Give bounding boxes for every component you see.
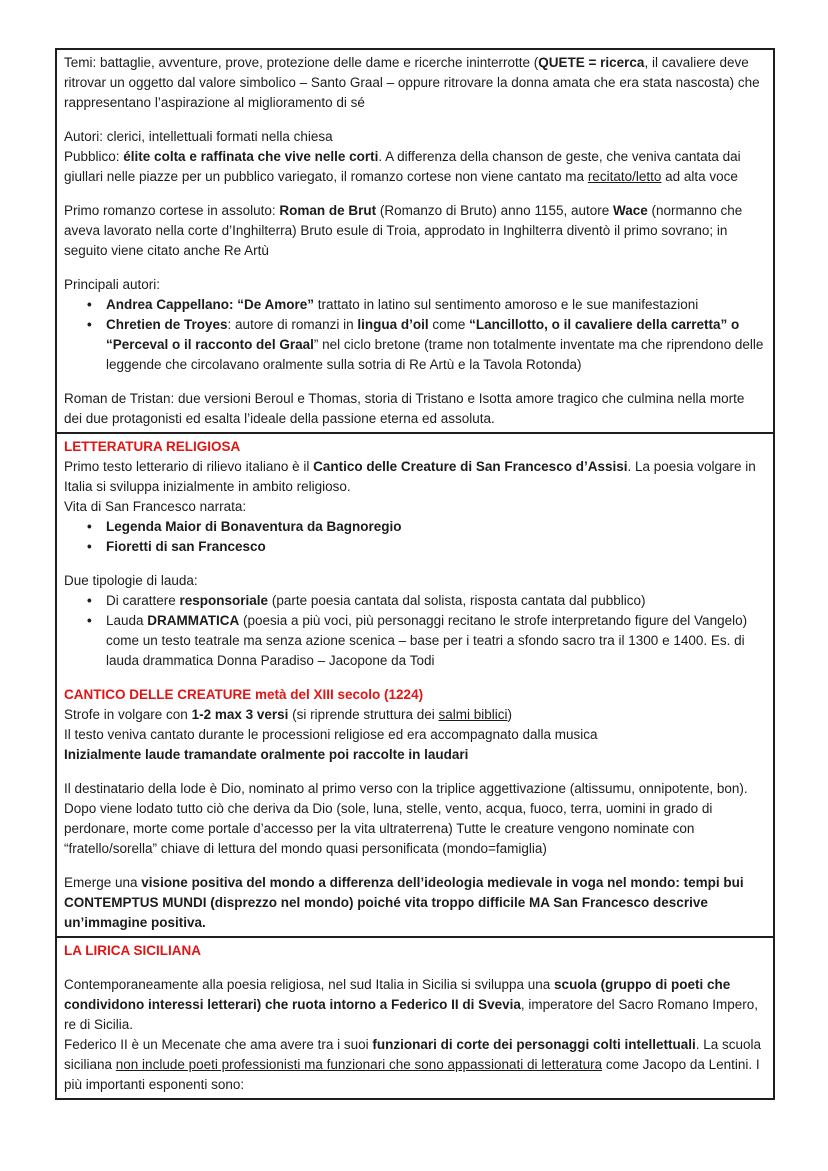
text-run: scuola (gruppo di poeti che condividono interessi letterari) che ruota intorno a Federico II di Svevia — [64, 977, 731, 1012]
text-run: élite colta e raffinata che vive nelle corti — [123, 149, 379, 164]
paragraph — [64, 497, 765, 517]
paragraph — [64, 779, 765, 859]
bullet-item — [106, 611, 765, 671]
bullet-item — [106, 295, 765, 315]
text-run: Legenda Maior di Bonaventura da Bagnoregio — [106, 519, 402, 534]
section-lirica-siciliana — [57, 936, 773, 1098]
text-run: : autore di romanzi in — [227, 317, 358, 332]
text-run: (parte poesia cantata dal solista, risposta cantata dal pubblico) — [268, 593, 646, 608]
text-run: Due tipologie di lauda: — [64, 573, 198, 588]
text-run: Di carattere — [106, 593, 180, 608]
section-letteratura-religiosa — [57, 432, 773, 936]
text-run: , il cavaliere deve ritrovar un oggetto dal valore simbolico – Santo Graal – oppure ritrovare la donna amata che era stata nascosta) che rappresentano l’aspirazione al miglioramento di sé — [64, 55, 760, 110]
paragraph — [64, 571, 765, 591]
text-run: Principali autori: — [64, 277, 161, 292]
blank-line — [64, 187, 765, 201]
paragraph — [64, 975, 765, 1035]
text-run: Fioretti di san Francesco — [106, 539, 266, 554]
text-run: . La scuola siciliana — [64, 1037, 762, 1072]
text-run: (Romanzo di Bruto) anno 1155, autore — [376, 203, 613, 218]
text-run: funzionari di corte dei personaggi colti intellettuali — [372, 1037, 696, 1052]
text-run: Primo testo letterario di rilievo italiano è il — [64, 459, 314, 474]
text-run: . La poesia volgare in Italia si sviluppa inizialmente in ambito religioso. — [64, 459, 756, 494]
text-run: Pubblico: — [64, 149, 124, 164]
section-heading — [64, 685, 765, 705]
text-run: lingua d’oil — [357, 317, 429, 332]
bullet-item — [106, 591, 765, 611]
blank-line — [64, 765, 765, 779]
text-run: come — [428, 317, 470, 332]
section-heading — [64, 437, 765, 457]
paragraph — [64, 275, 765, 295]
text-run: Andrea Cappellano: “De Amore” — [106, 297, 315, 312]
paragraph — [64, 457, 765, 497]
paragraph — [64, 745, 765, 765]
text-run: (normanno che aveva lavorato nella corte d’Inghilterra) Bruto esule di Troia, approdato in Inghilterra diventò il primo sovrano; in seguito viene citato anche Re Artù — [64, 203, 743, 258]
text-run: (si riprende struttura dei — [288, 707, 439, 722]
notes-table — [55, 48, 775, 1100]
text-run: Inizialmente laude tramandate oralmente poi raccolte in laudari — [64, 747, 469, 762]
section-heading — [64, 941, 765, 961]
text-run: 1-2 max 3 versi — [191, 707, 289, 722]
bullet-item — [106, 517, 765, 537]
text-run: Strofe in volgare con — [64, 707, 192, 722]
paragraph — [64, 705, 765, 725]
paragraph — [64, 389, 765, 429]
blank-line — [64, 859, 765, 873]
text-run: , imperatore del Sacro Romano Impero, re di Sicilia. — [64, 997, 758, 1032]
text-run: LA LIRICA SICILIANA — [64, 943, 201, 958]
text-run: non include poeti professionisti ma funzionari che sono appassionati di letteratura — [115, 1057, 603, 1072]
text-run: visione positiva del mondo a differenza dell’ideologia medievale in voga nel mondo: tempi bui CONTEMPTUS MUNDI (disprezzo nel mondo) poiché vita troppo difficile MA San Francesco descrive un’immagine positiva. — [64, 875, 744, 930]
text-run: Federico II è un Mecenate che ama avere tra i suoi — [64, 1037, 373, 1052]
blank-line — [64, 961, 765, 975]
paragraph — [64, 873, 765, 933]
text-run: “Lancillotto, o il cavaliere della carretta” o “Perceval o il racconto del Graal — [106, 317, 740, 352]
text-run: come Jacopo da Lentini. I più importanti esponenti sono: — [64, 1057, 760, 1092]
text-run: Roman de Tristan: due versioni Beroul e Thomas, storia di Tristano e Isotta amore tragico che culmina nella morte dei due protagonisti ed esalta l’ideale della passione eterna ed assoluta. — [64, 391, 745, 426]
text-run: CANTICO DELLE CREATURE metà del XIII secolo (1224) — [64, 687, 424, 702]
text-run: Roman de Brut — [279, 203, 377, 218]
paragraph — [64, 53, 765, 113]
blank-line — [64, 113, 765, 127]
paragraph — [64, 725, 765, 745]
text-run: Lauda — [106, 613, 148, 628]
blank-line — [64, 261, 765, 275]
text-run: Wace — [613, 203, 648, 218]
bullet-item — [106, 315, 765, 375]
text-run: Vita di San Francesco narrata: — [64, 499, 247, 514]
paragraph — [64, 147, 765, 187]
text-run: responsoriale — [179, 593, 269, 608]
bullet-list — [64, 295, 765, 375]
text-run: ad alta voce — [661, 169, 738, 184]
paragraph — [64, 1035, 765, 1095]
text-run: LETTERATURA RELIGIOSA — [64, 439, 241, 454]
text-run: Il destinatario della lode è Dio, nominato al primo verso con la triplice aggettivazione (altissumu, onnipotente, bon). Dopo viene lodato tutto ciò che deriva da Dio (sole, luna, stelle, vento, acqua, fuoco, terra, uomini in grado di perdonare, morte come portale d’accesso per la vita ultraterrena) Tutte le creature vengono nominate con “fratello/sorella” chiave di lettura del mondo quasi personificata (mondo=famiglia) — [64, 781, 748, 856]
text-run: salmi biblici — [438, 707, 508, 722]
text-run: ” nel ciclo bretone (trame non totalmente inventate ma che riprendono delle leggende che circolavano oralmente sulla sotria di Re Artù e la Tavola Rotonda) — [106, 337, 764, 372]
blank-line — [64, 557, 765, 571]
text-run: Primo romanzo cortese in assoluto: — [64, 203, 280, 218]
blank-line — [64, 375, 765, 389]
text-run: Autori: clerici, intellettuali formati nella chiesa — [64, 129, 333, 144]
text-run: . A differenza della chanson de geste, che veniva cantata dai giullari nelle piazze per un pubblico variegato, il romanzo cortese non viene cantato ma — [64, 149, 741, 184]
text-run: Il testo veniva cantato durante le processioni religiose ed era accompagnato dalla musica — [64, 727, 598, 742]
section-romanzo-cortese — [57, 50, 773, 432]
text-run: Cantico delle Creature di San Francesco d’Assisi — [313, 459, 628, 474]
text-run: trattato in latino sul sentimento amoroso e le sue manifestazioni — [314, 297, 699, 312]
bullet-item — [106, 537, 765, 557]
bullet-list — [64, 517, 765, 557]
paragraph — [64, 201, 765, 261]
text-run: Chretien de Troyes — [106, 317, 228, 332]
text-run: DRAMMATICA — [147, 613, 240, 628]
blank-line — [64, 671, 765, 685]
text-run: recitato/letto — [587, 169, 662, 184]
text-run: Emerge una — [64, 875, 142, 890]
text-run: Contemporaneamente alla poesia religiosa, nel sud Italia in Sicilia si sviluppa una — [64, 977, 555, 992]
bullet-list — [64, 591, 765, 671]
paragraph — [64, 127, 765, 147]
text-run: ) — [507, 707, 512, 722]
text-run: (poesia a più voci, più personaggi recitano le strofe interpretando figure del Vangelo) come un testo teatrale ma senza azione scenica – base per i teatri a sfondo sacro tra il 1300 e 1400. Es. di lauda drammatica Donna Paradiso – Jacopone da Todi — [106, 613, 748, 668]
text-run: Temi: battaglie, avventure, prove, protezione delle dame e ricerche ininterrotte ( — [64, 55, 539, 70]
text-run: QUETE = ricerca — [538, 55, 645, 70]
